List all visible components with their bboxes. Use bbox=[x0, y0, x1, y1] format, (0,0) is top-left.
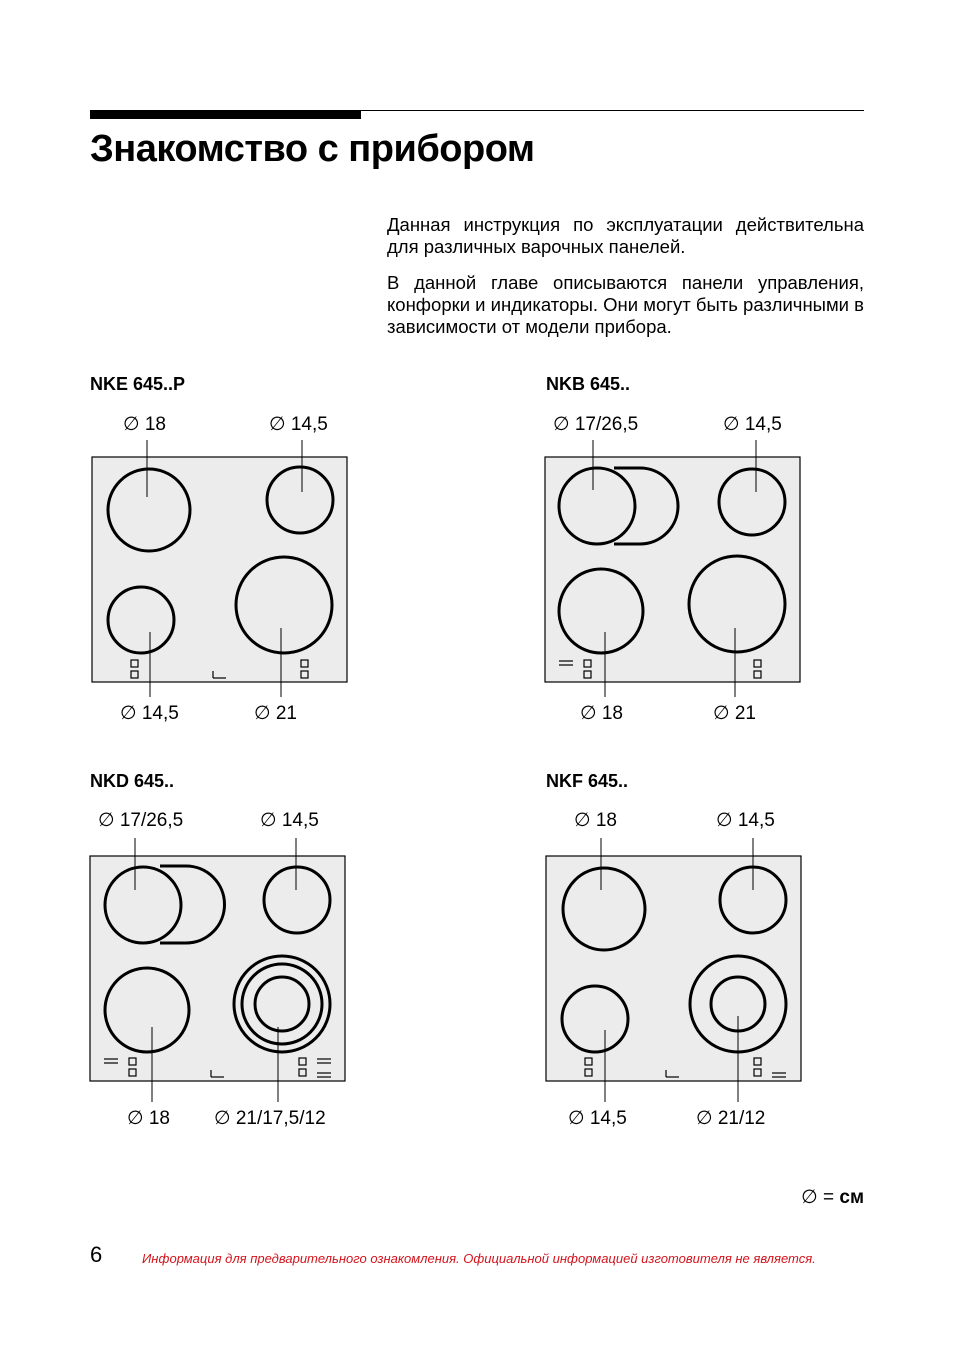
nkf-label-bottom-right: ∅ 21/12 bbox=[696, 1108, 766, 1129]
page-number: 6 bbox=[90, 1242, 103, 1267]
nke-label-bottom-right: ∅ 21 bbox=[254, 703, 297, 724]
legend-unit: см bbox=[839, 1187, 864, 1208]
page-title: Знакомство с прибором bbox=[90, 128, 535, 170]
footer-disclaimer: Информация для предварительного ознакомления. Официальной информацией изготовителя не является. bbox=[142, 1251, 816, 1266]
intro-paragraph-1: Данная инструкция по эксплуатации действительна для различных варочных панелей. bbox=[387, 214, 864, 257]
nkd-label-bottom-right: ∅ 21/17,5/12 bbox=[214, 1108, 326, 1129]
nkf-label-top-left: ∅ 18 bbox=[574, 810, 617, 831]
nkb-label-bottom-left: ∅ 18 bbox=[580, 703, 623, 724]
nkd-label-top-left: ∅ 17/26,5 bbox=[98, 810, 184, 831]
intro-paragraph-2: В данной главе описываются панели управления, конфорки и индикаторы. Они могут быть различными в зависимости от модели прибора. bbox=[387, 272, 864, 337]
legend-symbol: ∅ = bbox=[801, 1187, 835, 1208]
nke-label-top-right: ∅ 14,5 bbox=[269, 414, 328, 435]
nkb-label-top-right: ∅ 14,5 bbox=[723, 414, 782, 435]
nke-label-bottom-left: ∅ 14,5 bbox=[120, 703, 179, 724]
model-title-nke: NKE 645..P bbox=[90, 374, 186, 394]
nkf-label-bottom-left: ∅ 14,5 bbox=[568, 1108, 627, 1129]
nkf-label-top-right: ∅ 14,5 bbox=[716, 810, 775, 831]
nkf-panel bbox=[546, 856, 801, 1081]
nkb-label-bottom-right: ∅ 21 bbox=[713, 703, 756, 724]
nkb-label-top-left: ∅ 17/26,5 bbox=[553, 414, 639, 435]
model-title-nkb: NKB 645.. bbox=[546, 374, 631, 394]
nke-label-top-left: ∅ 18 bbox=[123, 414, 166, 435]
nkd-label-top-right: ∅ 14,5 bbox=[260, 810, 319, 831]
model-title-nkd: NKD 645.. bbox=[90, 771, 175, 791]
unit-legend bbox=[801, 1186, 864, 1209]
nkd-label-bottom-left: ∅ 18 bbox=[127, 1108, 170, 1129]
model-title-nkf: NKF 645.. bbox=[546, 771, 629, 791]
